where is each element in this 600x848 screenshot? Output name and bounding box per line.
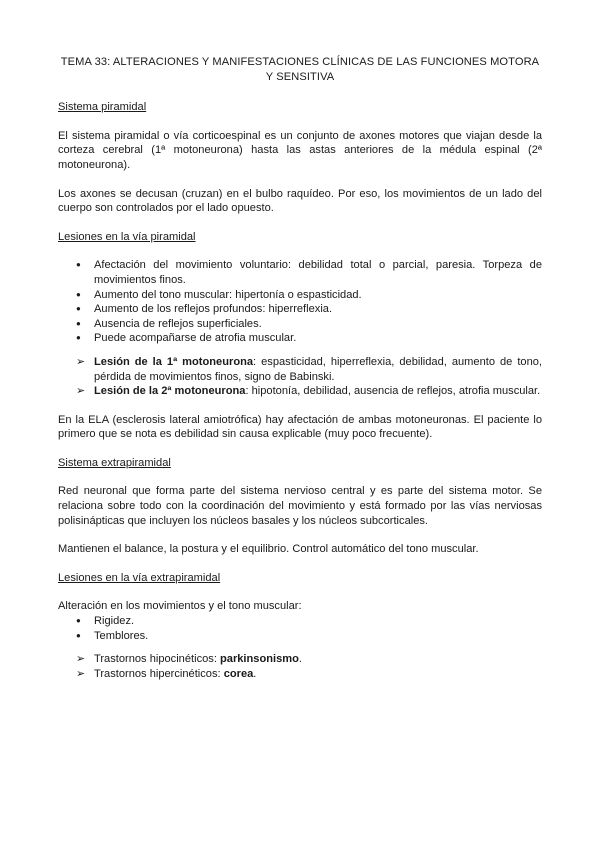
list-item: ● Aumento de los reflejos profundos: hiperreflexia. [76,303,333,316]
list-item: ● Puede acompañarse de atrofia muscular. [76,332,297,345]
list-item: ➢ Trastornos hipercinéticos: corea. [76,667,257,680]
bullet-list-extrapiramidal [58,614,542,643]
list-item: ● Temblores. [76,629,149,642]
bullet-icon: ● [76,333,81,343]
paragraph-alteracion: Alteración en los movimientos y el tono muscular: [58,600,302,613]
bullet-icon: ● [76,304,81,314]
arrow-list-motoneurona [58,355,542,399]
arrow-bullet-icon: ➢ [76,385,86,398]
list-item: ➢ Lesión de la 1ª motoneurona: espasticidad, hiperreflexia, debilidad, aumento de tono, pérdida de movimientos finos, signo de Babinski. [76,355,542,383]
bullet-list-piramidal [58,258,542,346]
heading-lesiones-extrapiramidal: Lesiones en la vía extrapiramidal [58,571,221,584]
arrow-bullet-icon: ➢ [76,667,86,680]
list-item: ➢ Trastornos hipocinéticos: parkinsonismo. [76,653,303,666]
bullet-icon: ● [76,289,81,299]
paragraph-extrapiramidal-definition: Red neuronal que forma parte del sistema nervioso central y es parte del sistema motor. Se relaciona sobre todo con la coordinación del movimiento y está formado por las vías nerviosas polisinápticas que incluyen los núcleos basales y los núcleos subcorticales. [58,485,542,527]
paragraph-balance: Mantienen el balance, la postura y el equilibrio. Control automático del tono muscular. [58,543,479,556]
bullet-icon: ● [76,616,81,626]
document-title: TEMA 33: ALTERACIONES Y MANIFESTACIONES CLÍNICAS DE LAS FUNCIONES MOTORA Y SENSITIVA [60,56,540,83]
arrow-bullet-icon: ➢ [76,355,86,368]
list-item: ● Ausencia de reflejos superficiales. [76,317,262,330]
document-page [58,55,542,681]
paragraph-piramidal-definition: El sistema piramidal o vía corticoespinal es un conjunto de axones motores que viajan desde la corteza cerebral (1ª motoneurona) hasta las astas anteriores de la médula espinal (2ª motoneurona). [58,129,542,171]
list-item: ● Rigidez. [76,615,135,628]
list-item: ● Aumento del tono muscular: hipertonía o espasticidad. [76,288,362,301]
heading-sistema-extrapiramidal: Sistema extrapiramidal [58,456,171,469]
bullet-icon: ● [76,260,81,270]
paragraph-decusacion: Los axones se decusan (cruzan) en el bulbo raquídeo. Por eso, los movimientos de un lado del cuerpo son controlados por el lado opuesto. [58,187,542,215]
list-item: ● Afectación del movimiento voluntario: debilidad total o parcial, paresia. Torpeza de movimientos finos. [76,259,542,286]
arrow-list-trastornos [58,652,542,681]
heading-lesiones-piramidal: Lesiones en la vía piramidal [58,230,196,243]
bullet-icon: ● [76,630,81,640]
list-item: ➢ Lesión de la 2ª motoneurona: hipotonía, debilidad, ausencia de reflejos, atrofia muscular. [76,385,541,398]
heading-sistema-piramidal: Sistema piramidal [58,101,147,114]
paragraph-ela: En la ELA (esclerosis lateral amiotrófica) hay afectación de ambas motoneuronas. El paciente lo primero que se nota es debilidad sin causa explicable (muy poco frecuente). [58,413,542,441]
arrow-bullet-icon: ➢ [76,653,86,666]
bullet-icon: ● [76,318,81,328]
